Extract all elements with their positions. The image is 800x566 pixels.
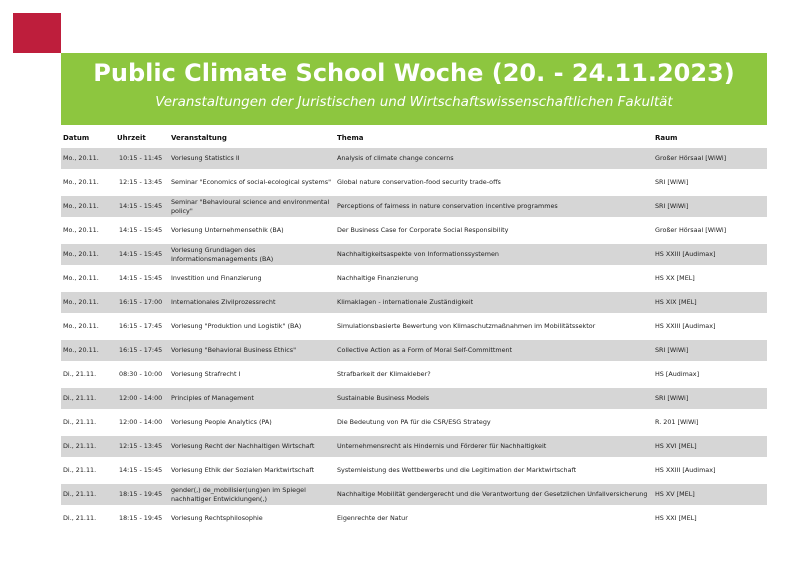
header-row: [61, 131, 767, 145]
topic-cell: Der Business Case for Corporate Social Responsibility: [335, 220, 653, 241]
course-cell: Investition und Finanzierung: [169, 268, 335, 289]
room-cell: HS XXI [MEL]: [653, 508, 767, 529]
time-cell: 16:15 - 17:00: [115, 292, 169, 313]
table-row: [61, 172, 767, 193]
time-cell: 12:00 - 14:00: [115, 388, 169, 409]
date-cell: Di., 21.11.: [61, 436, 115, 457]
room-cell: Großer Hörsaal [WiWi]: [653, 148, 767, 169]
room-cell: HS XX [MEL]: [653, 268, 767, 289]
time-cell: 10:15 - 11:45: [115, 148, 169, 169]
room-cell: R. 201 [WiWi]: [653, 412, 767, 433]
room-cell: HS XXIII [Audimax]: [653, 316, 767, 337]
time-cell: 16:15 - 17:45: [115, 316, 169, 337]
course-cell: Vorlesung Unternehmensethik (BA): [169, 220, 335, 241]
topic-cell: Perceptions of fairness in nature conservation incentive programmes: [335, 196, 653, 217]
course-cell: Vorlesung Statistics II: [169, 148, 335, 169]
table-row: [61, 412, 767, 433]
course-cell: Vorlesung People Analytics (PA): [169, 412, 335, 433]
course-cell: Vorlesung Rechtsphilosophie: [169, 508, 335, 529]
table-row: [61, 460, 767, 481]
column-header-uhrzeit: Uhrzeit: [117, 134, 146, 142]
column-header-veranstaltung: Veranstaltung: [171, 134, 227, 142]
course-cell: Vorlesung Ethik der Sozialen Marktwirtschaft: [169, 460, 335, 481]
date-cell: Di., 21.11.: [61, 460, 115, 481]
topic-cell: Nachhaltigkeitsaspekte von Informationssystemen: [335, 244, 653, 265]
course-cell: Vorlesung Strafrecht I: [169, 364, 335, 385]
topic-cell: Global nature conservation-food security trade-offs: [335, 172, 653, 193]
column-header-thema: Thema: [337, 134, 364, 142]
date-cell: Mo., 20.11.: [61, 196, 115, 217]
room-cell: SRI [WiWi]: [653, 388, 767, 409]
date-cell: Mo., 20.11.: [61, 268, 115, 289]
date-cell: Mo., 20.11.: [61, 172, 115, 193]
table-row: [61, 220, 767, 241]
title-banner: [61, 53, 767, 125]
time-cell: 14:15 - 15:45: [115, 244, 169, 265]
table-row: [61, 484, 767, 505]
date-cell: Di., 21.11.: [61, 412, 115, 433]
room-cell: Großer Hörsaal [WiWi]: [653, 220, 767, 241]
table-row: [61, 268, 767, 289]
date-cell: Di., 21.11.: [61, 388, 115, 409]
time-cell: 14:15 - 15:45: [115, 268, 169, 289]
university-logo-block: [13, 13, 61, 53]
topic-cell: Eigenrechte der Natur: [335, 508, 653, 529]
topic-cell: Nachhaltige Mobilität gendergerecht und die Verantwortung der Gesetzlichen Unfallversicherung: [335, 484, 653, 505]
topic-cell: Collective Action as a Form of Moral Self-Committment: [335, 340, 653, 361]
room-cell: SRI [WiWi]: [653, 340, 767, 361]
time-cell: 18:15 - 19:45: [115, 484, 169, 505]
table-row: [61, 148, 767, 169]
topic-cell: Die Bedeutung von PA für die CSR/ESG Strategy: [335, 412, 653, 433]
time-cell: 14:15 - 15:45: [115, 460, 169, 481]
room-cell: HS [Audimax]: [653, 364, 767, 385]
date-cell: Mo., 20.11.: [61, 292, 115, 313]
room-cell: HS XV [MEL]: [653, 484, 767, 505]
topic-cell: Strafbarkeit der Klimakleber?: [335, 364, 653, 385]
page-subtitle: Veranstaltungen der Juristischen und Wirtschaftswissenschaftlichen Fakultät: [155, 94, 673, 110]
course-cell: gender(,) de_mobilisier(ung)en im Spiegel nachhaltiger Entwicklungen(,): [169, 484, 335, 505]
course-cell: Vorlesung Recht der Nachhaltigen Wirtschaft: [169, 436, 335, 457]
room-cell: HS XXIII [Audimax]: [653, 460, 767, 481]
date-cell: Mo., 20.11.: [61, 244, 115, 265]
topic-cell: Nachhaltige Finanzierung: [335, 268, 653, 289]
column-header-datum: Datum: [63, 134, 90, 142]
topic-cell: Analysis of climate change concerns: [335, 148, 653, 169]
topic-cell: Klimaklagen - internationale Zuständigkeit: [335, 292, 653, 313]
time-cell: 14:15 - 15:45: [115, 196, 169, 217]
course-cell: Seminar "Behavioural science and environmental policy": [169, 196, 335, 217]
date-cell: Mo., 20.11.: [61, 316, 115, 337]
table-row: [61, 292, 767, 313]
room-cell: HS XIX [MEL]: [653, 292, 767, 313]
topic-cell: Unternehmensrecht als Hindernis und Förderer für Nachhaltigkeit: [335, 436, 653, 457]
room-cell: HS XVI [MEL]: [653, 436, 767, 457]
table-row: [61, 364, 767, 385]
topic-cell: Simulationsbasierte Bewertung von Klimaschutzmaßnahmen im Mobilitätssektor: [335, 316, 653, 337]
page-title: Public Climate School Woche (20. - 24.11.2023): [93, 59, 735, 87]
date-cell: Di., 21.11.: [61, 484, 115, 505]
table-header: [61, 131, 767, 145]
table-row: [61, 340, 767, 361]
time-cell: 16:15 - 17:45: [115, 340, 169, 361]
schedule-table: [61, 128, 767, 532]
date-cell: Di., 21.11.: [61, 364, 115, 385]
room-cell: SRI [WiWi]: [653, 172, 767, 193]
room-cell: SRI [WiWi]: [653, 196, 767, 217]
room-cell: HS XXIII [Audimax]: [653, 244, 767, 265]
table-body: [61, 148, 767, 529]
table-row: [61, 316, 767, 337]
time-cell: 12:15 - 13:45: [115, 172, 169, 193]
date-cell: Mo., 20.11.: [61, 340, 115, 361]
course-cell: Vorlesung Grundlagen des Informationsmanagements (BA): [169, 244, 335, 265]
topic-cell: Sustainable Business Models: [335, 388, 653, 409]
course-cell: Vorlesung "Behavioral Business Ethics": [169, 340, 335, 361]
table-row: [61, 244, 767, 265]
date-cell: Mo., 20.11.: [61, 220, 115, 241]
course-cell: Internationales Zivilprozessrecht: [169, 292, 335, 313]
course-cell: Seminar "Economics of social-ecological systems": [169, 172, 335, 193]
course-cell: Vorlesung "Produktion und Logistik" (BA): [169, 316, 335, 337]
time-cell: 18:15 - 19:45: [115, 508, 169, 529]
table-row: [61, 436, 767, 457]
date-cell: Di., 21.11.: [61, 508, 115, 529]
time-cell: 08:30 - 10:00: [115, 364, 169, 385]
date-cell: Mo., 20.11.: [61, 148, 115, 169]
column-header-raum: Raum: [655, 134, 678, 142]
topic-cell: Systemleistung des Wettbewerbs und die Legitimation der Marktwirtschaft: [335, 460, 653, 481]
time-cell: 14:15 - 15:45: [115, 220, 169, 241]
table-row: [61, 196, 767, 217]
time-cell: 12:15 - 13:45: [115, 436, 169, 457]
table-row: [61, 388, 767, 409]
table-row: [61, 508, 767, 529]
course-cell: Principles of Management: [169, 388, 335, 409]
time-cell: 12:00 - 14:00: [115, 412, 169, 433]
